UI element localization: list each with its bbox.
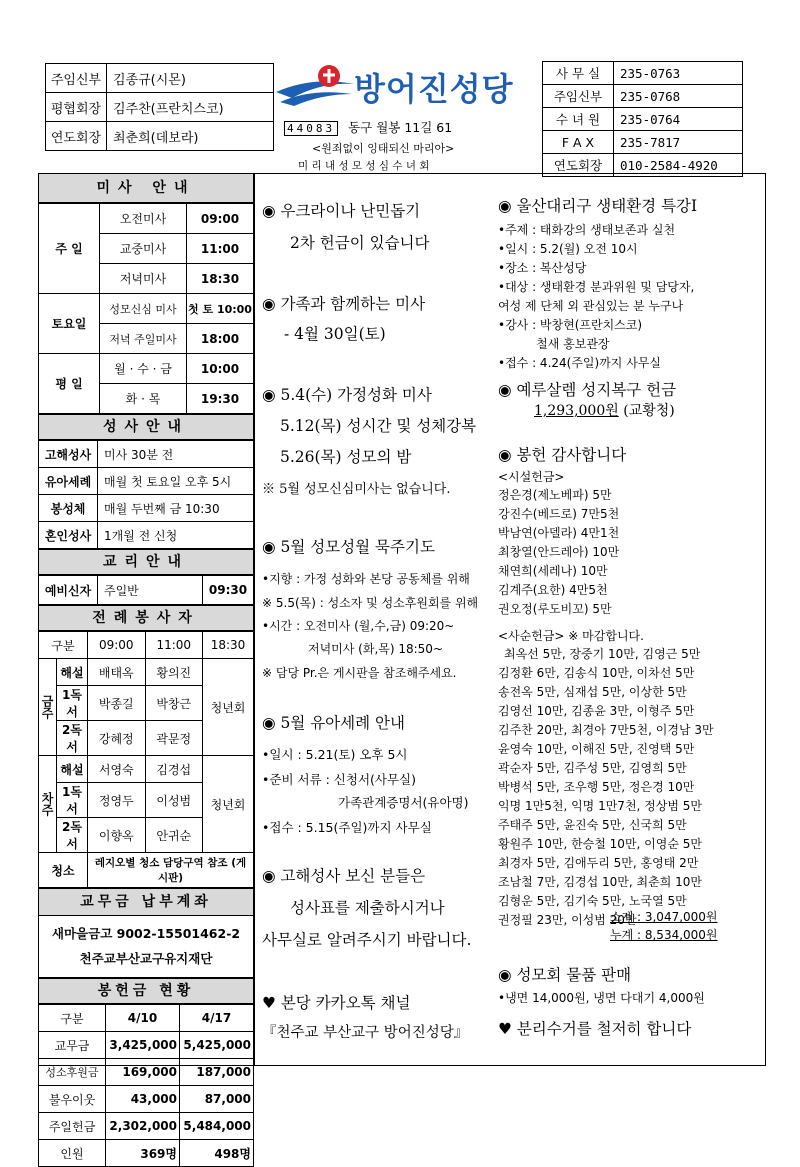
confession-text-2: 사무실로 알려주시기 바랍니다. [262, 931, 472, 949]
doctrine-name: 예비신자 [39, 576, 98, 605]
servers-youth: 청년회 [203, 659, 254, 756]
mass-time: 10:00 [187, 354, 254, 384]
servers-this-week: 금주 [39, 659, 57, 756]
offering-value: 3,425,000 [106, 1032, 180, 1059]
phone-label: 연도회장 [543, 154, 614, 177]
server-name: 박창근 [145, 686, 203, 721]
mass-event-2: 5.12(목) 성시간 및 성체강복 [280, 417, 477, 435]
header-label: 연도회장 [46, 122, 107, 151]
offering-label: 인원 [39, 1140, 106, 1167]
servers-head: 18:30 [203, 632, 254, 659]
phone-value: 235-7817 [614, 131, 743, 154]
account-box [38, 916, 254, 978]
server-name: 김경섭 [145, 756, 203, 783]
facility-item: 강진수(베드로) 7만5천 [498, 507, 620, 521]
server-name: 정영두 [88, 783, 146, 818]
jubilee-line: 황원주 10만, 한승철 10만, 이영순 5만 [498, 837, 702, 851]
eco-line: •주제 : 태화강의 생태보존과 실천 [498, 223, 676, 237]
baptism-docs: •준비 서류 : 신청서(사무실) [262, 772, 417, 787]
phone-value: 010-2584-4920 [614, 154, 743, 177]
rosary-time-1: •시간 : 오전미사 (월,수,금) 09:20~ [262, 619, 455, 633]
header-left-table [45, 63, 274, 151]
offering-value: 5,425,000 [180, 1032, 254, 1059]
sacrament-name: 고해성사 [39, 441, 98, 468]
jerusalem-amount-line [534, 402, 675, 421]
server-role: 2독서 [57, 721, 88, 756]
mass-name: 화 · 목 [100, 384, 187, 414]
sacrament-value: 미사 30분 전 [98, 441, 254, 468]
servers-head: 구분 [39, 632, 88, 659]
kakao-channel: 『천주교 부산교구 방어진성당』 [262, 1025, 469, 1041]
sacrament-section-title: 성사안내 [38, 414, 254, 440]
account-holder: 천주교부산교구유지재단 [79, 951, 213, 966]
offering-value: 369명 [106, 1140, 180, 1167]
jubilee-line: 익명 1만5천, 익명 1만7천, 정상범 5만 [498, 799, 702, 813]
baptism-title: ◉ 5월 유아세례 안내 [262, 714, 405, 732]
jubilee-line: 김정환 6만, 김송식 10만, 이차선 5만 [498, 666, 695, 680]
eco-line: •장소 : 복산성당 [498, 261, 587, 275]
doctrine-type: 주일반 [98, 576, 203, 605]
mass-name: 저녁 주일미사 [100, 324, 187, 354]
offering-head: 4/17 [180, 1005, 254, 1032]
header-value: 최춘희(데보라) [107, 122, 274, 151]
jubilee-line: 최옥선 5만, 장중기 10만, 김영근 5만 [504, 647, 701, 661]
jubilee-line: 주태주 5만, 윤진숙 5만, 신국희 5만 [498, 818, 687, 832]
facility-item: 권오정(루도비꼬) 5만 [498, 602, 612, 616]
rosary-time-2: 저녁미사 (화,목) 18:50~ [308, 642, 443, 656]
eco-title: ◉ 울산대리구 생태환경 특강Ⅰ [498, 197, 698, 215]
offering-label: 성소후원금 [39, 1059, 106, 1086]
mass-name: 교중미사 [100, 234, 187, 264]
header-value: 김주찬(프란치스코) [107, 93, 274, 122]
server-role: 1독서 [57, 783, 88, 818]
confession-text-1: 성사표를 제출하시거나 [290, 899, 445, 917]
offering-value: 5,484,000 [180, 1113, 254, 1140]
doctrine-table [38, 575, 254, 605]
phone-value: 235-0768 [614, 85, 743, 108]
offering-table [38, 1004, 254, 1167]
mass-event-note: ※ 5월 성모신심미사는 없습니다. [262, 482, 451, 497]
cleaning-value: 레지오별 청소 담당구역 참조 (게시판) [88, 853, 254, 888]
motto: <원죄없이 잉태되신 마리아> [312, 142, 455, 155]
server-name: 곽문정 [145, 721, 203, 756]
account-section-title: 교무금 납부계좌 [38, 888, 254, 916]
jubilee-line: 송전옥 5만, 심재섭 5만, 이상한 5만 [498, 685, 687, 699]
mass-name: 성모신심 미사 [100, 294, 187, 324]
mass-event-1: ◉ 5.4(수) 가정성화 미사 [262, 386, 432, 404]
eco-line: 여성 제 단체 외 관심있는 분 누구나 [498, 299, 684, 313]
server-name: 강혜정 [88, 721, 146, 756]
servers-next-week: 차주 [39, 756, 57, 853]
jerusalem-note: (교황청) [623, 403, 675, 419]
jerusalem-title: ◉ 예루살렘 성지복구 헌금 [498, 381, 677, 399]
baptism-docs-2: 가족관계증명서(유아명) [338, 795, 469, 810]
church-logo [272, 62, 532, 112]
mass-time: 18:00 [187, 324, 254, 354]
jubilee-line: 권정필 23만, 이성범 20만 [498, 913, 637, 927]
facility-item: 박남연(아델라) 4만1천 [498, 526, 620, 540]
mass-name: 월 · 수 · 금 [100, 354, 187, 384]
jubilee-line: 곽순자 5만, 김주성 5만, 김영희 5만 [498, 761, 687, 775]
mass-day-label: 주 일 [39, 204, 100, 294]
sacrament-value: 매월 두번째 금 10:30 [98, 495, 254, 522]
server-name: 박종길 [88, 686, 146, 721]
ukraine-title: ◉ 우크라이나 난민돕기 [262, 202, 421, 220]
sacrament-value: 1개월 전 신청 [98, 522, 254, 549]
server-role: 해설 [57, 756, 88, 783]
header-label: 평협회장 [46, 93, 107, 122]
offering-value: 187,000 [180, 1059, 254, 1086]
offering-value: 169,000 [106, 1059, 180, 1086]
phone-value: 235-0764 [614, 108, 743, 131]
postal-code: 44083 [284, 121, 338, 136]
confession-title: ◉ 고해성사 보신 분들은 [262, 867, 426, 885]
offering-head: 구분 [39, 1005, 106, 1032]
server-role: 1독서 [57, 686, 88, 721]
jubilee-label: <사순헌금> ※ 마감합니다. [498, 629, 644, 643]
offering-label: 주일헌금 [39, 1113, 106, 1140]
mass-section-title: 미사 안내 [38, 173, 254, 203]
rosary-intention: •지향 : 가정 성화와 본당 공동체를 위해 [262, 572, 470, 586]
family-mass-date: - 4월 30일(토) [284, 325, 386, 343]
eco-line: 철새 홍보관장 [498, 337, 610, 351]
baptism-deadline: •접수 : 5.15(주일)까지 사무실 [262, 820, 432, 835]
header-value: 김종규(시몬) [107, 64, 274, 93]
offering-value: 2,302,000 [106, 1113, 180, 1140]
server-role: 2독서 [57, 818, 88, 853]
recycle-notice: ♥ 분리수거를 철저히 합니다 [498, 1020, 692, 1038]
sacrament-value: 매월 첫 토요일 오후 5시 [98, 468, 254, 495]
server-name: 황의진 [145, 659, 203, 686]
mass-name: 오전미사 [100, 204, 187, 234]
header-phone-table [542, 61, 743, 177]
server-name: 배태옥 [88, 659, 146, 686]
jubilee-line: 김영선 10만, 김종윤 3만, 이형주 5만 [498, 704, 695, 718]
server-name: 안귀순 [145, 818, 203, 853]
mass-time: 18:30 [187, 264, 254, 294]
server-name: 이향옥 [88, 818, 146, 853]
server-role: 해설 [57, 659, 88, 686]
offering-value: 498명 [180, 1140, 254, 1167]
eco-line: •강사 : 박창현(프란치스코) [498, 318, 643, 332]
offering-label: 불우이웃 [39, 1086, 106, 1113]
offering-label: 교무금 [39, 1032, 106, 1059]
mass-day-label: 평 일 [39, 354, 100, 414]
address: 동구 월봉 11길 61 [348, 120, 453, 135]
total: 누계 : 8,534,000원 [610, 928, 718, 942]
column-divider [254, 173, 255, 1066]
sacrament-table [38, 440, 254, 549]
mass-table [38, 203, 254, 414]
doctrine-section-title: 교리안내 [38, 549, 254, 575]
goods-line: •냉면 14,000원, 냉면 다대기 4,000원 [498, 991, 705, 1005]
facility-item: 최창열(안드레아) 10만 [498, 545, 620, 559]
facility-item: 김계주(요한) 4만5천 [498, 583, 608, 597]
eco-line: •접수 : 4.24(주일)까지 사무실 [498, 356, 661, 370]
jubilee-line: 김주찬 20만, 최경아 7만5천, 이경남 3만 [498, 723, 714, 737]
header-label: 주임신부 [46, 64, 107, 93]
offering-value: 87,000 [180, 1086, 254, 1113]
server-name: 서영숙 [88, 756, 146, 783]
facility-item: 정은경(제노베파) 5만 [498, 488, 612, 502]
offering-section-title: 봉헌금 현황 [38, 978, 254, 1004]
mass-time: 첫 토 10:00 [187, 294, 254, 324]
servers-head: 11:00 [145, 632, 203, 659]
baptism-date: •일시 : 5.21(토) 오후 5시 [262, 747, 408, 762]
phone-label: 사 무 실 [543, 62, 614, 85]
mass-name: 저녁미사 [100, 264, 187, 294]
jubilee-line: 김형운 5만, 김기숙 5만, 노국열 5만 [498, 894, 687, 908]
servers-head: 09:00 [88, 632, 146, 659]
phone-value: 235-0763 [614, 62, 743, 85]
sacrament-name: 유아세례 [39, 468, 98, 495]
facility-item: 채연희(세레나) 10만 [498, 564, 608, 578]
phone-label: 주임신부 [543, 85, 614, 108]
jubilee-line: 최경자 5만, 김애두리 5만, 홍영태 2만 [498, 856, 699, 870]
address-line [284, 118, 452, 136]
mass-day-label: 토요일 [39, 294, 100, 354]
jerusalem-amount: 1,293,000원 [534, 403, 619, 419]
mass-time: 11:00 [187, 234, 254, 264]
subtotal: 소계 : 3,047,000원 [610, 910, 718, 924]
eco-line: •대상 : 생태환경 분과위원 및 담당자, [498, 280, 695, 294]
server-name: 이성범 [145, 783, 203, 818]
cleaning-label: 청소 [39, 853, 88, 888]
servers-youth: 청년회 [203, 756, 254, 853]
servers-section-title: 전례봉사자 [38, 605, 254, 631]
mass-event-3: 5.26(목) 성모의 밤 [280, 448, 412, 466]
servers-table [38, 631, 254, 888]
goods-title: ◉ 성모회 물품 판매 [498, 966, 632, 984]
church-name: 방어진성당 [354, 70, 514, 108]
phone-label: F A X [543, 131, 614, 154]
family-mass-title: ◉ 가족과 함께하는 미사 [262, 295, 426, 313]
rosary-note-2: ※ 담당 Pr.은 게시판을 참조해주세요. [262, 666, 457, 680]
motto-congregation: 미 리 내 성 모 성 심 수 녀 회 [298, 160, 430, 172]
offering-value: 43,000 [106, 1086, 180, 1113]
ukraine-text: 2차 헌금이 있습니다 [290, 234, 430, 252]
kakao-title: ♥ 본당 카카오톡 채널 [262, 994, 411, 1012]
jubilee-line: 박병석 5만, 조우행 5만, 정은경 10만 [498, 780, 695, 794]
left-column [38, 173, 254, 1167]
phone-label: 수 녀 원 [543, 108, 614, 131]
eco-line: •일시 : 5.2(월) 오전 10시 [498, 242, 638, 256]
jubilee-line: 윤영숙 10만, 이해진 5만, 진영택 5만 [498, 742, 695, 756]
account-number: 새마을금고 9002-15501462-2 [51, 926, 241, 941]
mass-time: 19:30 [187, 384, 254, 414]
sacrament-name: 봉성체 [39, 495, 98, 522]
doctrine-time: 09:30 [203, 576, 254, 605]
jubilee-line: 조남철 7만, 김경섭 10만, 최춘희 10만 [498, 875, 702, 889]
rosary-title: ◉ 5월 성모성월 묵주기도 [262, 538, 435, 556]
rosary-note: ※ 5.5(목) : 성소자 및 성소후원회를 위해 [262, 596, 479, 610]
mass-time: 09:00 [187, 204, 254, 234]
offering-head: 4/10 [106, 1005, 180, 1032]
thanks-title: ◉ 봉헌 감사합니다 [498, 446, 627, 464]
church-logo-icon [272, 62, 357, 110]
facility-label: <시설헌금> [498, 470, 565, 484]
sacrament-name: 혼인성사 [39, 522, 98, 549]
